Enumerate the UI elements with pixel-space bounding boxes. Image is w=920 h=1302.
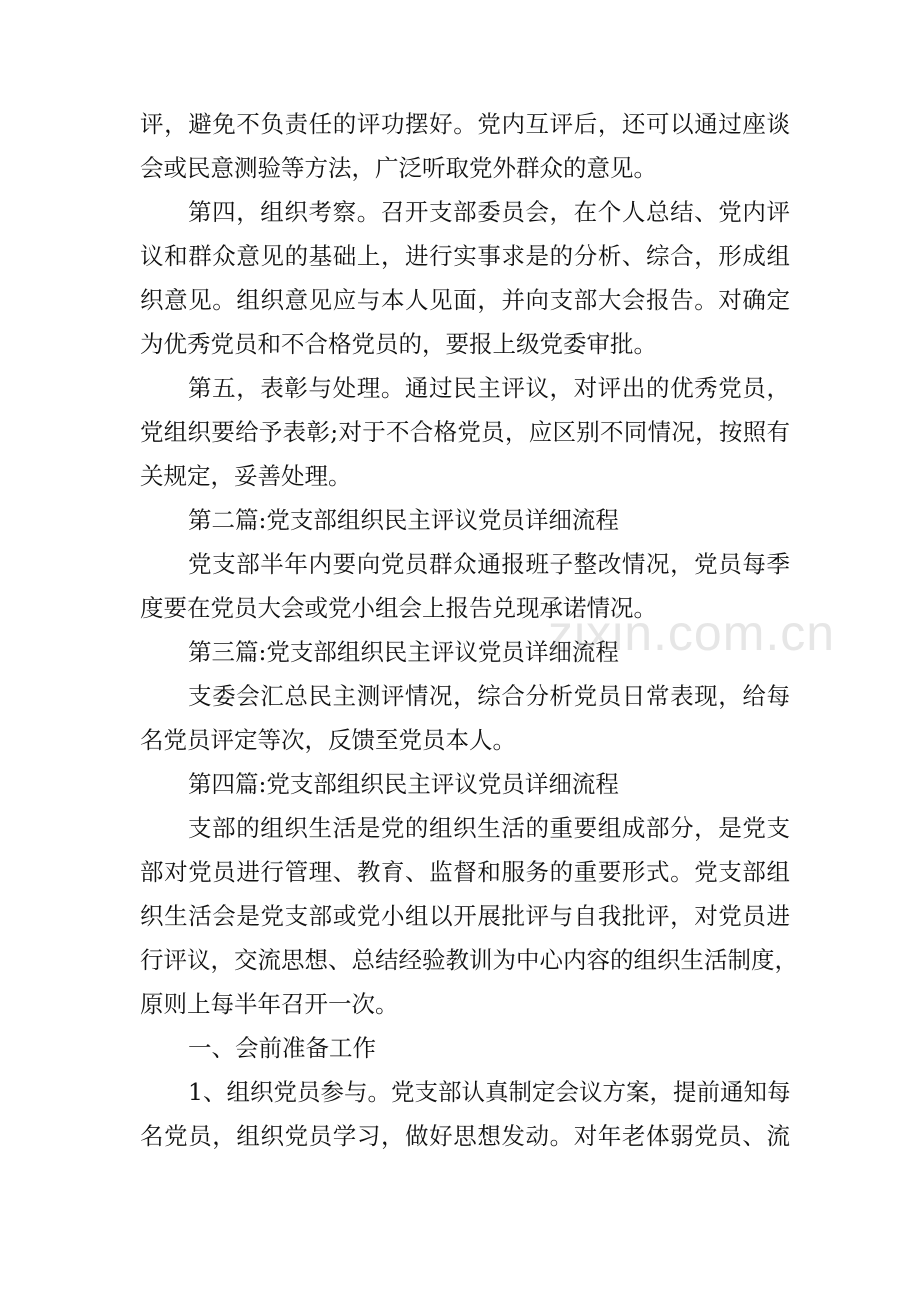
text-line: 第四，组织考察。召开支部委员会，在个人总结、党内评 — [188, 198, 790, 226]
text-line: 支委会汇总民主测评情况，综合分析党员日常表现，给每 — [188, 682, 790, 710]
text-line: 党支部半年内要向党员群众通报班子整改情况，党员每季 — [188, 550, 790, 578]
section-heading: 第四篇:党支部组织民主评议党员详细流程 — [188, 770, 619, 798]
watermark: zixin.com.cn — [548, 605, 836, 661]
text-line: 1、组织党员参与。党支部认真制定会议方案，提前通知每 — [188, 1078, 791, 1106]
text-line: 第五，表彰与处理。通过民主评议，对评出的优秀党员， — [188, 374, 790, 402]
text-line: 名党员，组织党员学习，做好思想发动。对年老体弱党员、流 — [140, 1122, 790, 1150]
text-line: 织意见。组织意见应与本人见面，并向支部大会报告。对确定 — [140, 286, 790, 314]
text-line: 名党员评定等次，反馈至党员本人。 — [140, 726, 516, 754]
text-line: 评，避免不负责任的评功摆好。党内互评后，还可以通过座谈 — [140, 110, 790, 138]
section-heading: 第三篇:党支部组织民主评议党员详细流程 — [188, 638, 619, 666]
text-line: 原则上每半年召开一次。 — [140, 990, 399, 1018]
text-line: 部对党员进行管理、教育、监督和服务的重要形式。党支部组 — [140, 858, 790, 886]
text-line: 会或民意测验等方法，广泛听取党外群众的意见。 — [140, 154, 657, 182]
text-line: 党组织要给予表彰;对于不合格党员，应区别不同情况，按照有 — [140, 418, 790, 446]
text-line: 织生活会是党支部或党小组以开展批评与自我批评，对党员进 — [140, 902, 790, 930]
text-line: 行评议，交流思想、总结经验教训为中心内容的组织生活制度， — [140, 946, 798, 974]
section-heading: 第二篇:党支部组织民主评议党员详细流程 — [188, 506, 619, 534]
text-line: 关规定，妥善处理。 — [140, 462, 352, 490]
text-line: 为优秀党员和不合格党员的，要报上级党委审批。 — [140, 330, 657, 358]
text-line: 议和群众意见的基础上，进行实事求是的分析、综合，形成组 — [140, 242, 790, 270]
sub-heading: 一、会前准备工作 — [188, 1034, 376, 1062]
text-line: 度要在党员大会或党小组会上报告兑现承诺情况。 — [140, 594, 657, 622]
text-line: 支部的组织生活是党的组织生活的重要组成部分，是党支 — [188, 814, 790, 842]
